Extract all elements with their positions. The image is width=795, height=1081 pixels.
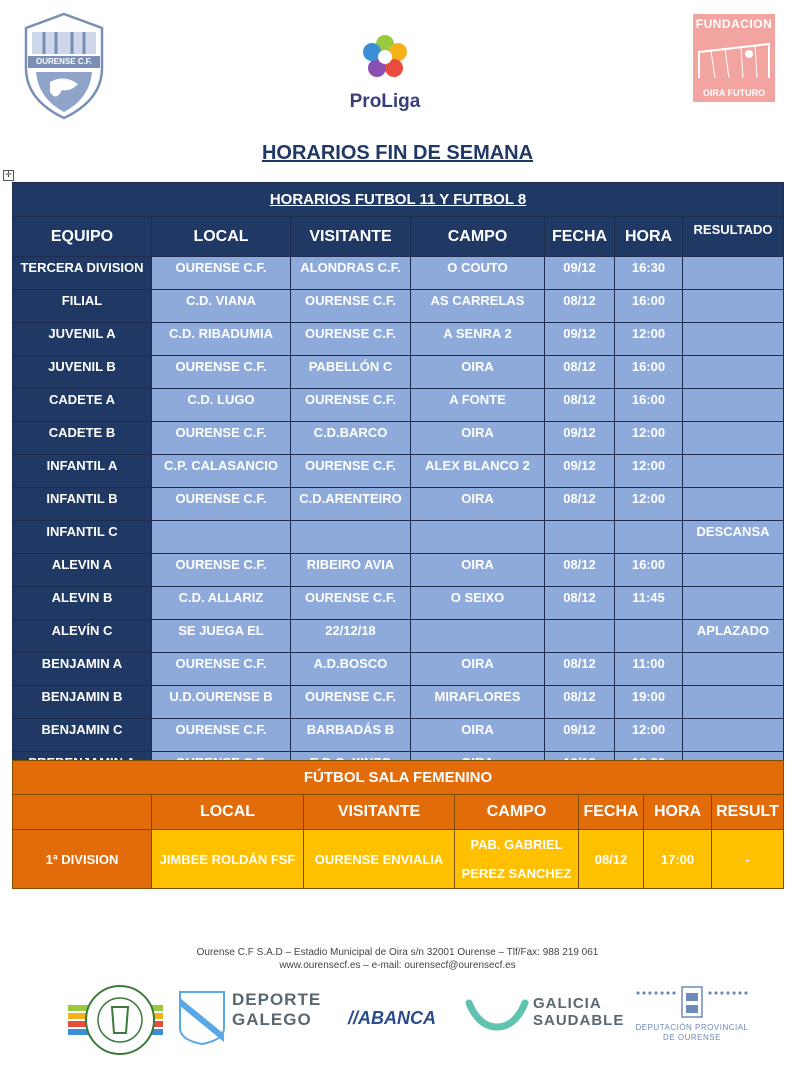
table-row (13, 620, 784, 653)
row-team: ALEVIN B (13, 587, 152, 620)
row-time: 16:00 (615, 554, 683, 587)
proliga-flower-icon (358, 30, 412, 84)
row-local (152, 521, 291, 554)
fundacion-logo-bottom: OIRA FUTURO (702, 88, 766, 98)
futsal-division: 1ª DIVISION (13, 830, 152, 889)
row-visitor: 22/12/18 (291, 620, 411, 653)
fundacion-logo (693, 14, 775, 102)
row-team: CADETE B (13, 422, 152, 455)
row-local: C.D. VIANA (152, 290, 291, 323)
futsal-header-row (13, 795, 784, 830)
table-row (13, 257, 784, 290)
abanca-logo: //ABANCA (348, 1008, 436, 1028)
row-team: BENJAMIN B (13, 686, 152, 719)
row-visitor: OURENSE C.F. (291, 389, 411, 422)
row-team: INFANTIL C (13, 521, 152, 554)
row-field: OIRA (411, 719, 545, 752)
fundacion-logo-top: FUNDACION (695, 17, 773, 31)
row-result (683, 356, 784, 389)
row-date: 08/12 (545, 356, 615, 389)
row-field: OIRA (411, 653, 545, 686)
row-local: OURENSE C.F. (152, 257, 291, 290)
header-resultado: RESULTADO (683, 217, 784, 257)
row-team: BENJAMIN C (13, 719, 152, 752)
futsal-field-line2: PEREZ SANCHEZ (461, 866, 572, 881)
row-visitor: C.D.BARCO (291, 422, 411, 455)
row-local: OURENSE C.F. (152, 719, 291, 752)
row-result (683, 422, 784, 455)
row-visitor: A.D.BOSCO (291, 653, 411, 686)
row-time: 11:00 (615, 653, 683, 686)
row-date: 08/12 (545, 554, 615, 587)
row-local: OURENSE C.F. (152, 356, 291, 389)
deporte-galego-line1: DEPORTE (232, 990, 322, 1009)
table-row (13, 455, 784, 488)
row-field: OIRA (411, 554, 545, 587)
table-row (13, 290, 784, 323)
table-row (13, 521, 784, 554)
header-equipo: EQUIPO (13, 217, 152, 257)
row-time: 16:00 (615, 356, 683, 389)
galicia-saudable-line1: GALICIA (533, 995, 602, 1012)
header-fecha: FECHA (545, 217, 615, 257)
row-visitor (291, 521, 411, 554)
row-time: 16:00 (615, 389, 683, 422)
table-row (13, 389, 784, 422)
row-date: 09/12 (545, 455, 615, 488)
row-time (615, 521, 683, 554)
row-date: 09/12 (545, 719, 615, 752)
schedule-title: HORARIOS FUTBOL 11 Y FUTBOL 8 (13, 183, 784, 217)
deporte-galego-text (232, 990, 321, 1030)
futsal-header-result: RESULT (712, 795, 784, 830)
row-local: OURENSE C.F. (152, 422, 291, 455)
diputacion-logo (632, 985, 752, 1051)
row-field (411, 620, 545, 653)
row-local: OURENSE C.F. (152, 488, 291, 521)
galicia-saudable-logo (465, 995, 625, 1035)
futsal-row (13, 830, 784, 889)
futsal-title-row (13, 761, 784, 795)
row-time: 12:00 (615, 488, 683, 521)
row-field: OIRA (411, 356, 545, 389)
row-date: 08/12 (545, 587, 615, 620)
row-result (683, 389, 784, 422)
table-row (13, 719, 784, 752)
row-result: DESCANSA (683, 521, 784, 554)
row-time: 12:00 (615, 323, 683, 356)
row-visitor: BARBADÁS B (291, 719, 411, 752)
row-team: JUVENIL B (13, 356, 152, 389)
schedule-header-row (13, 217, 784, 257)
row-visitor: OURENSE C.F. (291, 290, 411, 323)
row-local: U.D.OURENSE B (152, 686, 291, 719)
row-result (683, 653, 784, 686)
row-date: 08/12 (545, 290, 615, 323)
schedule-body (13, 257, 784, 818)
row-time: 11:45 (615, 587, 683, 620)
club-crest-logo (22, 12, 106, 120)
row-visitor: C.D.ARENTEIRO (291, 488, 411, 521)
diputacion-line1: DEPUTACIÓN PROVINCIAL (635, 1023, 749, 1032)
row-time (615, 620, 683, 653)
row-team: INFANTIL A (13, 455, 152, 488)
table-row (13, 422, 784, 455)
row-time: 16:30 (615, 257, 683, 290)
row-team: JUVENIL A (13, 323, 152, 356)
row-result (683, 587, 784, 620)
fundacion-goal-icon (693, 34, 775, 84)
table-row (13, 323, 784, 356)
row-result: APLAZADO (683, 620, 784, 653)
row-visitor: PABELLÓN C (291, 356, 411, 389)
row-local: OURENSE C.F. (152, 554, 291, 587)
row-visitor: ALONDRAS C.F. (291, 257, 411, 290)
row-result (683, 719, 784, 752)
row-time: 12:00 (615, 455, 683, 488)
proliga-logo (340, 30, 430, 110)
deporte-galego-logo (178, 990, 328, 1050)
row-field: MIRAFLORES (411, 686, 545, 719)
row-date: 09/12 (545, 257, 615, 290)
row-result (683, 554, 784, 587)
table-row (13, 356, 784, 389)
futsal-header-local: LOCAL (152, 795, 304, 830)
row-field: O SEIXO (411, 587, 545, 620)
proliga-logo-text: ProLiga (349, 91, 421, 112)
deporte-galego-line2: GALEGO (232, 1010, 312, 1029)
row-date: 09/12 (545, 323, 615, 356)
row-visitor: OURENSE C.F. (291, 323, 411, 356)
row-team: ALEVIN A (13, 554, 152, 587)
row-visitor: OURENSE C.F. (291, 455, 411, 488)
header-hora: HORA (615, 217, 683, 257)
row-visitor: OURENSE C.F. (291, 686, 411, 719)
row-field: AS CARRELAS (411, 290, 545, 323)
club-crest-text: OURENSE C.F. (35, 57, 92, 66)
row-local: OURENSE C.F. (152, 653, 291, 686)
row-visitor: RIBEIRO AVIA (291, 554, 411, 587)
row-local: C.D. LUGO (152, 389, 291, 422)
row-team: FILIAL (13, 290, 152, 323)
row-result (683, 488, 784, 521)
diputacion-text (632, 1023, 752, 1043)
row-field: OIRA (411, 488, 545, 521)
row-time: 12:00 (615, 422, 683, 455)
galicia-saudable-text (533, 995, 624, 1029)
row-result (683, 290, 784, 323)
futsal-title: FÚTBOL SALA FEMENINO (13, 761, 784, 795)
footer-contact: www.ourensecf.es – e-mail: ourensecf@ourensecf.es (279, 960, 516, 971)
row-local: C.D. RIBADUMIA (152, 323, 291, 356)
futsal-result: - (712, 830, 784, 889)
row-field: ALEX BLANCO 2 (411, 455, 545, 488)
page-title: HORARIOS FIN DE SEMANA (261, 142, 534, 164)
header-local: LOCAL (152, 217, 291, 257)
row-team: BENJAMIN A (13, 653, 152, 686)
futsal-visitor: OURENSE ENVIALIA (304, 830, 455, 889)
row-team: CADETE A (13, 389, 152, 422)
table-row (13, 686, 784, 719)
galicia-saudable-wave-icon (465, 997, 529, 1033)
row-visitor: OURENSE C.F. (291, 587, 411, 620)
row-date (545, 620, 615, 653)
futsal-date: 08/12 (579, 830, 644, 889)
diputacion-crest-icon (632, 985, 752, 1021)
row-date: 08/12 (545, 389, 615, 422)
row-team: INFANTIL B (13, 488, 152, 521)
row-date (545, 521, 615, 554)
row-date: 09/12 (545, 422, 615, 455)
futsal-header-blank (13, 795, 152, 830)
futsal-time: 17:00 (644, 830, 712, 889)
footer-address: Ourense C.F S.A.D – Estadio Municipal de Oira s/n 32001 Ourense – Tlf/Fax: 988 219 061 (196, 947, 599, 958)
row-field: A SENRA 2 (411, 323, 545, 356)
row-local: SE JUEGA EL (152, 620, 291, 653)
row-local: C.P. CALASANCIO (152, 455, 291, 488)
futsal-header-visitante: VISITANTE (304, 795, 455, 830)
row-time: 19:00 (615, 686, 683, 719)
schedule-title-row (13, 183, 784, 217)
diputacion-line2: DE OURENSE (663, 1033, 721, 1042)
table-row (13, 488, 784, 521)
row-result (683, 686, 784, 719)
galicia-shield-icon (178, 990, 226, 1046)
row-field: A FONTE (411, 389, 545, 422)
futsal-field-line1: PAB. GABRIEL (470, 837, 563, 852)
table-row (13, 587, 784, 620)
row-result (683, 257, 784, 290)
concello-deportes-logo (68, 983, 163, 1058)
row-field: OIRA (411, 422, 545, 455)
header-visitante: VISITANTE (291, 217, 411, 257)
futsal-header-campo: CAMPO (455, 795, 579, 830)
row-time: 12:00 (615, 719, 683, 752)
futsal-header-fecha: FECHA (579, 795, 644, 830)
table-row (13, 653, 784, 686)
header-campo: CAMPO (411, 217, 545, 257)
galicia-saudable-line2: SAUDABLE (533, 1012, 625, 1029)
row-local: C.D. ALLARIZ (152, 587, 291, 620)
row-date: 08/12 (545, 488, 615, 521)
row-result (683, 323, 784, 356)
row-field: O COUTO (411, 257, 545, 290)
row-team: ALEVÍN C (13, 620, 152, 653)
futsal-header-hora: HORA (644, 795, 712, 830)
table-row (13, 554, 784, 587)
futsal-local: JIMBEE ROLDÁN FSF (152, 830, 304, 889)
table-move-handle-icon[interactable]: ✛ (3, 170, 14, 181)
row-date: 08/12 (545, 686, 615, 719)
row-time: 16:00 (615, 290, 683, 323)
row-field (411, 521, 545, 554)
futsal-table (12, 760, 784, 889)
row-result (683, 455, 784, 488)
futsal-field (455, 830, 579, 889)
schedule-table (12, 182, 784, 818)
row-team: TERCERA DIVISION (13, 257, 152, 290)
row-date: 08/12 (545, 653, 615, 686)
